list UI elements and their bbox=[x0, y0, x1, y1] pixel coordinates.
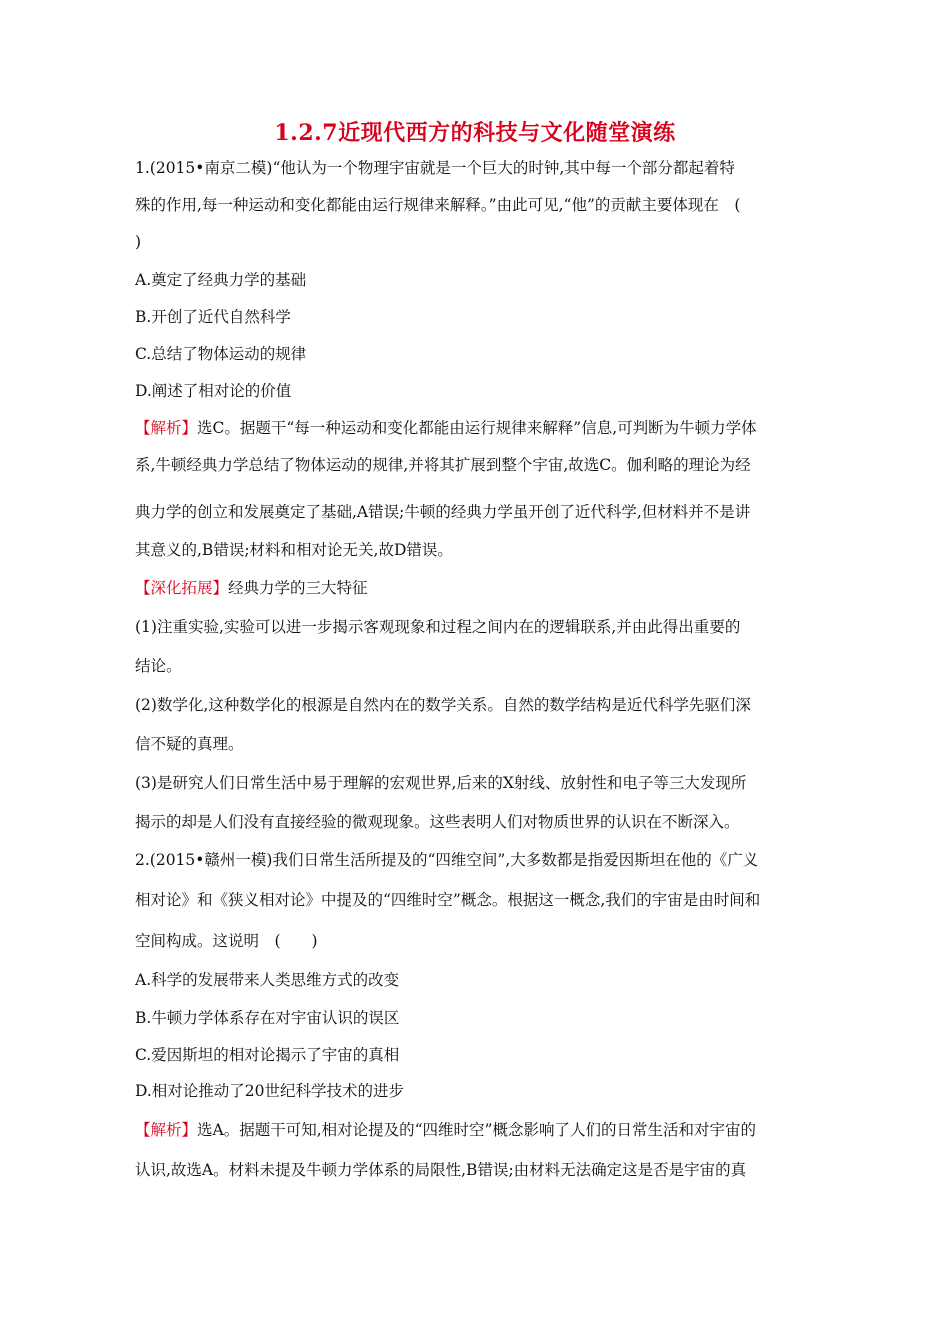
q2-stem-line-1: 2.(2015•赣州一模)我们日常生活所提及的“四维空间”,大多数都是指爱因斯坦在他的《广义 bbox=[135, 851, 759, 869]
q1-extension-line-3: (2)数学化,这种数学化的根源是自然内在的数学关系。自然的数学结构是近代科学先驱们深 bbox=[135, 696, 751, 714]
q1-stem-line-2: 殊的作用,每一种运动和变化都能由运行规律来解释。”由此可见,“他”的贡献主要体现在 ( bbox=[135, 196, 741, 214]
q1-extension-line-4: 信不疑的真理。 bbox=[135, 735, 244, 753]
page-title: 1.2.7近现代西方的科技与文化随堂演练 bbox=[274, 120, 676, 146]
q1-extension-line-6: 揭示的却是人们没有直接经验的微观现象。这些表明人们对物质世界的认识在不断深入。 bbox=[135, 813, 740, 831]
q2-analysis-tag: 【解析】 bbox=[135, 1121, 198, 1139]
q1-analysis-line-1 bbox=[135, 418, 825, 438]
q1-analysis-text-1: 选C。据题干“每一种运动和变化都能由运行规律来解释”信息,可判断为牛顿力学体 bbox=[197, 419, 757, 437]
q1-option-b: B.开创了近代自然科学 bbox=[135, 308, 291, 326]
q1-extension-heading bbox=[135, 578, 825, 598]
q1-extension-line-5: (3)是研究人们日常生活中易于理解的宏观世界,后来的X射线、放射性和电子等三大发现所 bbox=[135, 774, 747, 792]
q1-option-a: A.奠定了经典力学的基础 bbox=[135, 271, 307, 289]
q2-option-b: B.牛顿力学体系存在对宇宙认识的误区 bbox=[135, 1009, 400, 1027]
q2-stem-line-3: 空间构成。这说明 ( ) bbox=[135, 932, 318, 950]
q2-analysis-text-1: 选A。据题干可知,相对论提及的“四维时空”概念影响了人们的日常生活和对宇宙的 bbox=[197, 1121, 756, 1139]
q1-extension-title: 经典力学的三大特征 bbox=[228, 579, 368, 597]
q1-extension-tag: 【深化拓展】 bbox=[135, 579, 229, 597]
q1-analysis-tag: 【解析】 bbox=[135, 419, 198, 437]
q1-stem-line-1: 1.(2015•南京二模)“他认为一个物理宇宙就是一个巨大的时钟,其中每一个部分都起着特 bbox=[135, 159, 735, 177]
q2-option-a: A.科学的发展带来人类思维方式的改变 bbox=[135, 971, 400, 989]
q2-option-c: C.爱因斯坦的相对论揭示了宇宙的真相 bbox=[135, 1046, 400, 1064]
q2-option-d: D.相对论推动了20世纪科学技术的进步 bbox=[135, 1082, 405, 1100]
q1-analysis-line-4: 其意义的,B错误;材料和相对论无关,故D错误。 bbox=[135, 541, 453, 559]
q1-stem-line-3: ) bbox=[135, 233, 142, 251]
q1-option-d: D.阐述了相对论的价值 bbox=[135, 382, 292, 400]
q1-extension-line-2: 结论。 bbox=[135, 657, 182, 675]
q1-extension-line-1: (1)注重实验,实验可以进一步揭示客观现象和过程之间内在的逻辑联系,并由此得出重要的 bbox=[135, 618, 741, 636]
q2-analysis-line-1 bbox=[135, 1120, 825, 1140]
q1-option-c: C.总结了物体运动的规律 bbox=[135, 345, 307, 363]
q1-analysis-line-3: 典力学的创立和发展奠定了基础,A错误;牛顿的经典力学虽开创了近代科学,但材料并不是讲 bbox=[135, 503, 751, 521]
q1-analysis-line-2: 系,牛顿经典力学总结了物体运动的规律,并将其扩展到整个宇宙,故选C。伽利略的理论为经 bbox=[135, 456, 751, 474]
q2-analysis-line-2: 认识,故选A。材料未提及牛顿力学体系的局限性,B错误;由材料无法确定这是否是宇宙的真 bbox=[135, 1161, 747, 1179]
q2-stem-line-2: 相对论》和《狭义相对论》中提及的“四维时空”概念。根据这一概念,我们的宇宙是由时间和 bbox=[135, 891, 761, 909]
